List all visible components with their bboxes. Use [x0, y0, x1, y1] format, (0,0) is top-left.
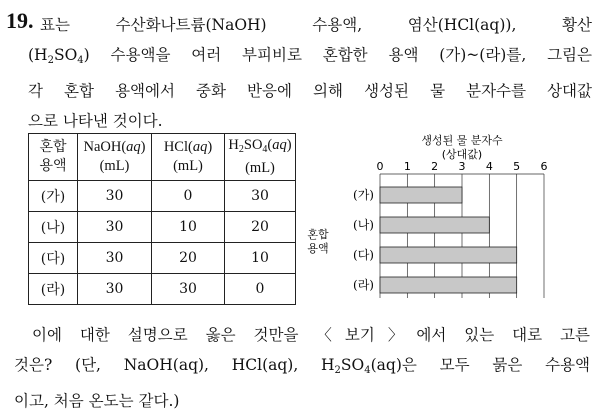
header-hcl: HCl(aq) (mL) [152, 134, 225, 181]
table-row [29, 274, 296, 305]
row-label: (나) [29, 212, 78, 243]
bar [380, 217, 489, 233]
x-tick-label: 2 [431, 160, 439, 173]
x-tick-label: 1 [403, 160, 411, 173]
stem-line-3: 각 혼합 용액에서 중화 반응에 의해 생성된 물 분자수를 상대값 [28, 82, 592, 100]
cell-h2so4: 20 [225, 212, 296, 243]
header-h2so4: $H_2SO_4(aq)$ (mL) [225, 134, 296, 181]
cell-h2so4: 0 [225, 274, 296, 305]
category-label: (나) [353, 218, 374, 232]
x-tick-label: 0 [376, 160, 384, 173]
bar [380, 187, 462, 203]
question-stem [28, 10, 592, 136]
cell-h2so4: 10 [225, 243, 296, 274]
cell-hcl: 30 [152, 274, 225, 305]
category-label: (다) [353, 248, 374, 262]
cell-naoh: 30 [78, 181, 152, 212]
table-row [29, 212, 296, 243]
cell-naoh: 30 [78, 274, 152, 305]
question-number: 19. [6, 8, 34, 33]
water-molecule-chart [300, 130, 600, 310]
footer-line-2: 것은? (단, NaOH(aq), HCl(aq), $H_2SO_4(aq)$은 모두 묽은 수용액 [14, 356, 590, 376]
footer-line-3: 이고, 처음 온도는 같다.) [14, 392, 180, 410]
chart-title: 생성된 물 분자수 [421, 134, 503, 147]
footer-line-1: 이에 대한 설명으로 옳은 것만을 〈보기〉에서 있는 대로 고른 [32, 326, 590, 344]
cell-hcl: 20 [152, 243, 225, 274]
cell-naoh: 30 [78, 243, 152, 274]
x-tick-label: 3 [458, 160, 466, 173]
table-row [29, 181, 296, 212]
header-naoh: NaOH(aq) (mL) [78, 134, 152, 181]
table-header-row [29, 134, 296, 181]
x-tick-label: 4 [485, 160, 493, 173]
cell-hcl: 0 [152, 181, 225, 212]
header-mixture: 혼합 용액 [29, 134, 78, 181]
row-label: (라) [29, 274, 78, 305]
category-label: (가) [353, 188, 374, 202]
row-label: (다) [29, 243, 78, 274]
category-label: (라) [353, 278, 374, 292]
cell-hcl: 10 [152, 212, 225, 243]
bar [380, 277, 517, 293]
y-axis-label-line1: 혼합 [307, 228, 329, 241]
x-tick-label: 6 [540, 160, 548, 173]
stem-line-1: 표는 수산화나트륨(NaOH) 수용액, 염산(HCl(aq)), 황산 [40, 16, 592, 34]
mixture-table [28, 133, 296, 305]
stem-line-2: $(H_2SO_4)$ 수용액을 여러 부피비로 혼합한 용액 (가)~(라)를, 그림은 [28, 46, 592, 66]
question-footer [14, 320, 590, 416]
stem-line-4: 으로 나타낸 것이다. [28, 112, 163, 130]
chart-svg [300, 130, 600, 310]
row-label: (가) [29, 181, 78, 212]
cell-naoh: 30 [78, 212, 152, 243]
x-tick-label: 5 [513, 160, 521, 173]
cell-h2so4: 30 [225, 181, 296, 212]
y-axis-label-line2: 용액 [307, 242, 329, 255]
table-row [29, 243, 296, 274]
bar [380, 247, 517, 263]
chart-subtitle: (상대값) [441, 148, 483, 161]
